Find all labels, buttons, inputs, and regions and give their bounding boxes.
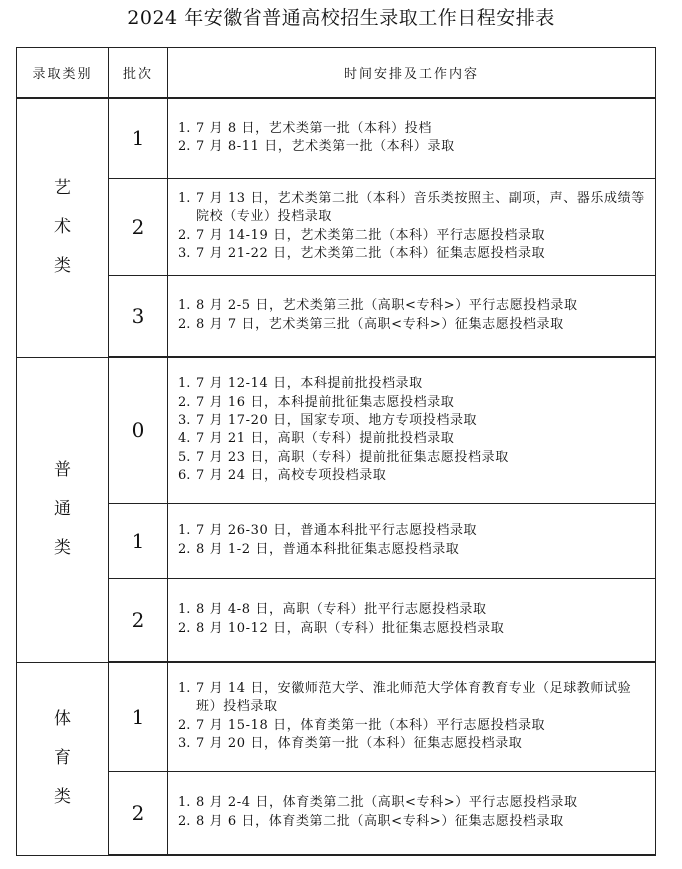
schedule-body	[17, 98, 656, 855]
schedule-item	[178, 794, 649, 812]
category-cell	[17, 98, 109, 357]
batch-cell: 0	[109, 357, 168, 503]
category-char: 艺	[54, 178, 71, 199]
item-text: 7 月 13 日，艺术类第二批（本科）音乐类按照主、副项，声、器乐成绩等院校（专业）投档录取	[196, 190, 645, 225]
schedule-item	[178, 227, 649, 245]
item-number: 2.	[178, 541, 191, 557]
schedule-item	[178, 717, 649, 735]
category-char: 普	[54, 460, 71, 480]
schedule-item	[178, 316, 649, 334]
header-category: 录取类别	[17, 48, 109, 99]
schedule-table	[16, 47, 656, 856]
item-text: 8 月 6 日，体育类第二批（高职<专科>）征集志愿投档录取	[196, 813, 564, 829]
header-batch: 批次	[109, 48, 168, 99]
table-row	[17, 357, 656, 503]
schedule-item	[178, 680, 649, 717]
item-text: 8 月 2-5 日，艺术类第三批（高职<专科>）平行志愿投档录取	[196, 298, 578, 314]
item-text: 7 月 21-22 日，艺术类第二批（本科）征集志愿投档录取	[196, 245, 546, 261]
item-text: 7 月 23 日，高职（专科）提前批征集志愿投档录取	[196, 449, 509, 465]
content-cell	[168, 771, 656, 855]
item-text: 7 月 8-11 日，艺术类第一批（本科）录取	[196, 139, 455, 155]
item-number: 2.	[178, 813, 191, 829]
item-text: 7 月 26-30 日，普通本科批平行志愿投档录取	[196, 523, 478, 539]
content-cell	[168, 178, 656, 275]
category-char: 通	[54, 499, 71, 519]
schedule-item	[178, 375, 649, 393]
schedule-item	[178, 735, 649, 753]
item-number: 1.	[178, 523, 191, 539]
item-number: 3.	[178, 412, 191, 428]
batch-cell: 2	[109, 771, 168, 855]
item-number: 2.	[178, 620, 191, 636]
item-number: 1.	[178, 376, 191, 392]
batch-cell: 1	[109, 503, 168, 578]
item-number: 2.	[178, 717, 191, 733]
content-cell	[168, 503, 656, 578]
item-number: 1.	[178, 681, 191, 697]
table-row	[17, 771, 656, 855]
item-number: 3.	[178, 736, 191, 752]
category-char: 体	[54, 709, 71, 729]
category-char: 育	[54, 748, 71, 768]
batch-cell: 2	[109, 578, 168, 662]
schedule-item	[178, 190, 649, 227]
item-text: 7 月 14 日，安徽师范大学、淮北师范大学体育教育专业（足球教师试验班）投档录取	[196, 681, 632, 715]
schedule-item	[178, 601, 649, 619]
item-text: 7 月 16 日，本科提前批征集志愿投档录取	[196, 394, 455, 410]
schedule-item	[178, 522, 649, 540]
table-row	[17, 178, 656, 275]
item-number: 1.	[178, 120, 191, 136]
item-number: 6.	[178, 467, 191, 483]
category-char: 类	[54, 538, 71, 558]
item-number: 2.	[178, 139, 191, 155]
header-content: 时间安排及工作内容	[168, 48, 656, 99]
schedule-item	[178, 541, 649, 559]
schedule-item	[178, 245, 649, 263]
schedule-item	[178, 813, 649, 831]
item-text: 8 月 7 日，艺术类第三批（高职<专科>）征集志愿投档录取	[196, 316, 564, 332]
item-text: 7 月 8 日，艺术类第一批（本科）投档	[196, 120, 432, 136]
category-char: 术	[54, 217, 71, 238]
table-row	[17, 98, 656, 178]
batch-cell: 1	[109, 662, 168, 771]
schedule-item	[178, 412, 649, 430]
batch-cell: 3	[109, 275, 168, 357]
item-text: 7 月 17-20 日，国家专项、地方专项投档录取	[196, 412, 478, 428]
item-number: 1.	[178, 190, 191, 206]
item-number: 2.	[178, 227, 191, 243]
item-text: 7 月 20 日，体育类第一批（本科）征集志愿投档录取	[196, 736, 523, 752]
item-number: 1.	[178, 602, 191, 618]
category-char: 类	[54, 787, 71, 807]
category-cell	[17, 357, 109, 662]
schedule-item	[178, 449, 649, 467]
schedule-item	[178, 120, 649, 138]
page-title: 2024 年安徽省普通高校招生录取工作日程安排表	[127, 7, 555, 29]
batch-cell: 1	[109, 98, 168, 178]
batch-cell: 2	[109, 178, 168, 275]
category-cell	[17, 662, 109, 855]
table-row	[17, 503, 656, 578]
content-cell	[168, 578, 656, 662]
item-number: 5.	[178, 449, 191, 465]
table-row	[17, 662, 656, 771]
item-text: 8 月 4-8 日，高职（专科）批平行志愿投档录取	[196, 602, 487, 618]
item-text: 7 月 21 日，高职（专科）提前批投档录取	[196, 431, 455, 447]
schedule-item	[178, 297, 649, 315]
item-number: 2.	[178, 316, 191, 332]
item-number: 2.	[178, 394, 191, 410]
item-text: 7 月 15-18 日，体育类第一批（本科）平行志愿投档录取	[196, 717, 546, 733]
category-char: 类	[54, 256, 71, 277]
item-text: 8 月 2-4 日，体育类第二批（高职<专科>）平行志愿投档录取	[196, 795, 578, 811]
header-row	[17, 48, 656, 99]
item-text: 7 月 14-19 日，艺术类第二批（本科）平行志愿投档录取	[196, 227, 546, 243]
schedule-item	[178, 138, 649, 156]
content-cell	[168, 98, 656, 178]
content-cell	[168, 275, 656, 357]
item-number: 3.	[178, 245, 191, 261]
table-row	[17, 275, 656, 357]
item-text: 8 月 1-2 日，普通本科批征集志愿投档录取	[196, 541, 460, 557]
item-number: 1.	[178, 298, 191, 314]
schedule-item	[178, 394, 649, 412]
table-row	[17, 578, 656, 662]
schedule-item	[178, 620, 649, 638]
item-text: 7 月 24 日，高校专项投档录取	[196, 467, 387, 483]
item-text: 8 月 10-12 日，高职（专科）批征集志愿投档录取	[196, 620, 505, 636]
content-cell	[168, 357, 656, 503]
item-number: 1.	[178, 795, 191, 811]
schedule-item	[178, 430, 649, 448]
item-number: 4.	[178, 431, 191, 447]
schedule-item	[178, 467, 649, 485]
item-text: 7 月 12-14 日，本科提前批投档录取	[196, 376, 423, 392]
content-cell	[168, 662, 656, 771]
